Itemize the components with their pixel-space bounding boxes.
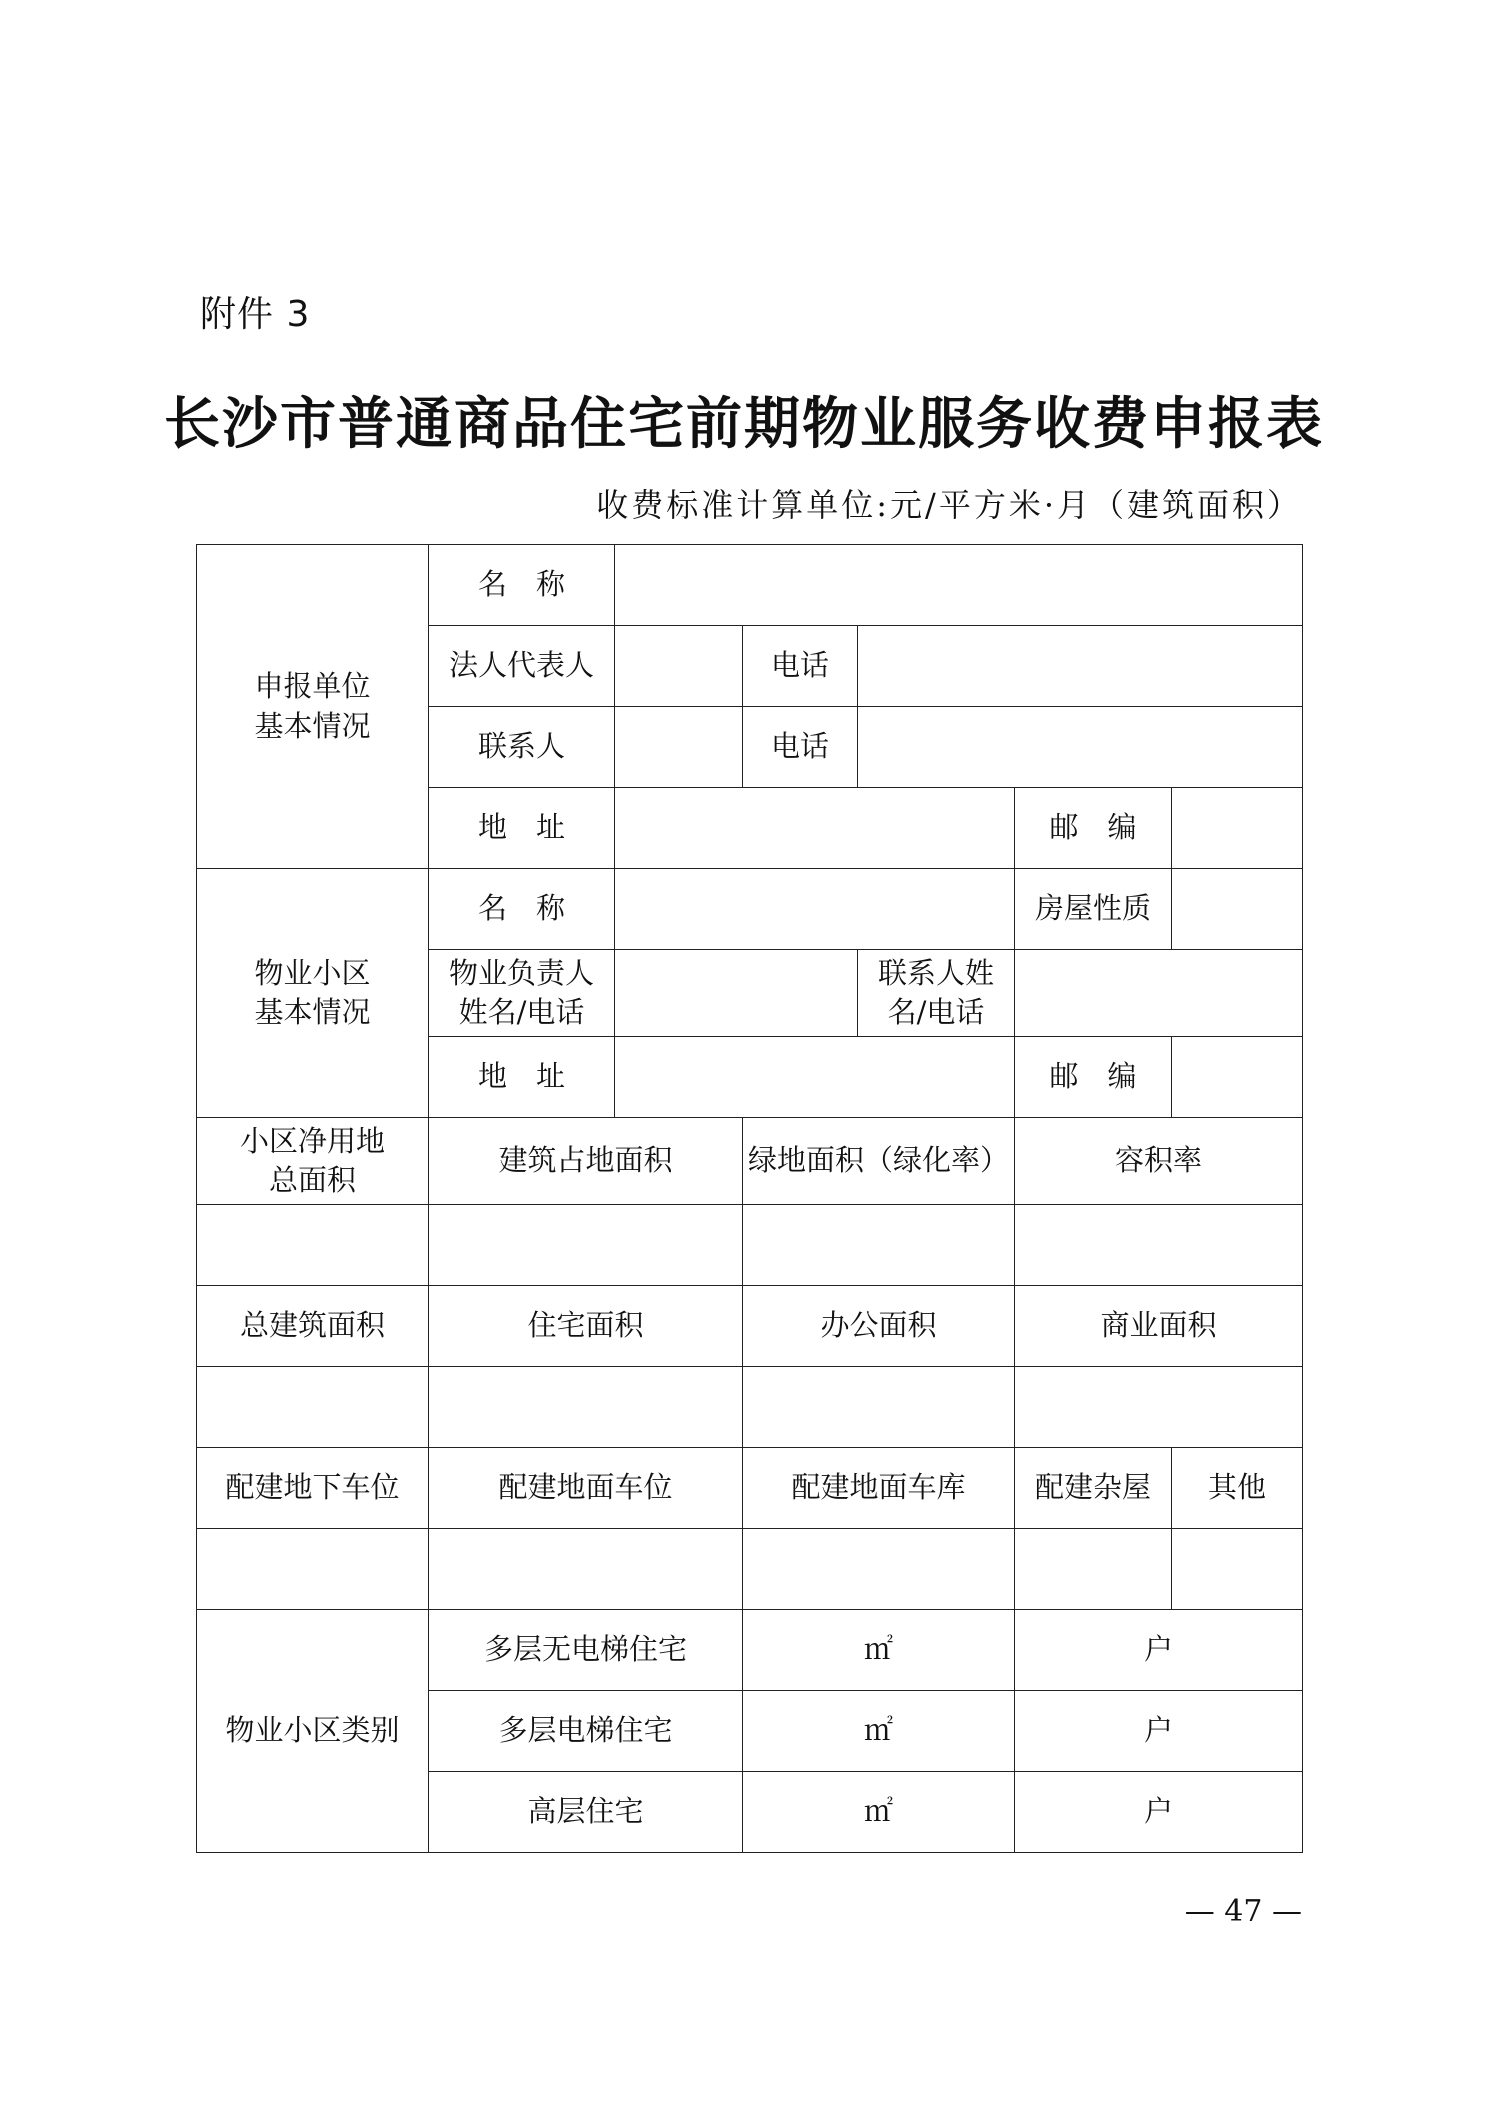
document-title: 长沙市普通商品住宅前期物业服务收费申报表 — [164, 391, 1324, 457]
commercial-area-field[interactable] — [1015, 1367, 1303, 1448]
building-value-row — [197, 1367, 1303, 1448]
property-row-name — [197, 869, 1303, 950]
category-row — [197, 1610, 1303, 1691]
other-facility-label: 其他 — [1172, 1448, 1303, 1529]
land-value-row — [197, 1205, 1303, 1286]
applicant-address-label: 地 址 — [429, 788, 615, 869]
net-land-area-field[interactable] — [197, 1205, 429, 1286]
unit-note: 收费标准计算单位:元/平方米·月（建筑面积） — [596, 486, 1302, 524]
property-postcode-label: 邮 编 — [1015, 1037, 1172, 1118]
applicant-address-field[interactable] — [615, 788, 1015, 869]
net-land-area-label-cell — [197, 1118, 429, 1205]
applicant-legal-rep-label: 法人代表人 — [429, 626, 615, 707]
ground-parking-field[interactable] — [429, 1529, 743, 1610]
net-land-area-label-1: 小区净用地 — [239, 1123, 385, 1158]
applicant-contact-phone-label: 电话 — [743, 707, 858, 788]
total-building-area-label: 总建筑面积 — [197, 1286, 429, 1367]
category-household-field[interactable] — [1015, 1772, 1303, 1853]
applicant-group-label-1: 申报单位 — [254, 669, 371, 704]
property-group-label-2: 基本情况 — [254, 995, 371, 1029]
parking-value-row — [197, 1529, 1303, 1610]
applicant-contact-label: 联系人 — [429, 707, 615, 788]
property-name-label: 名 称 — [429, 869, 615, 950]
property-contact-label-1: 联系人姓 — [877, 955, 994, 990]
category-area-field[interactable] — [743, 1610, 1015, 1691]
storage-room-field[interactable] — [1015, 1529, 1172, 1610]
ground-parking-label: 配建地面车位 — [429, 1448, 743, 1529]
applicant-name-field[interactable] — [615, 545, 1303, 626]
property-manager-label-2: 姓名/电话 — [458, 995, 585, 1029]
household-unit: 户 — [1144, 1713, 1174, 1748]
ground-garage-field[interactable] — [743, 1529, 1015, 1610]
property-manager-label-cell — [429, 950, 615, 1037]
net-land-area-label-2: 总面积 — [268, 1163, 356, 1197]
applicant-group-cell — [197, 545, 429, 869]
category-area-field[interactable] — [743, 1772, 1015, 1853]
applicant-postcode-label: 邮 编 — [1015, 788, 1172, 869]
underground-parking-label: 配建地下车位 — [197, 1448, 429, 1529]
attachment-label: 附件 3 — [200, 294, 311, 335]
category-label: 物业小区类别 — [197, 1610, 429, 1853]
category-household-field[interactable] — [1015, 1691, 1303, 1772]
area-unit: ㎡ — [863, 1632, 893, 1667]
residential-area-field[interactable] — [429, 1367, 743, 1448]
property-manager-label-1: 物业负责人 — [448, 955, 594, 990]
property-group-label-1: 物业小区 — [254, 955, 371, 990]
underground-parking-field[interactable] — [197, 1529, 429, 1610]
applicant-contact-phone-field[interactable] — [858, 707, 1303, 788]
property-address-field[interactable] — [615, 1037, 1015, 1118]
applicant-group-label-2: 基本情况 — [254, 708, 371, 743]
applicant-postcode-field[interactable] — [1172, 788, 1303, 869]
property-group-cell — [197, 869, 429, 1118]
household-unit: 户 — [1144, 1632, 1174, 1667]
building-footprint-field[interactable] — [429, 1205, 743, 1286]
plot-ratio-field[interactable] — [1015, 1205, 1303, 1286]
page-number: — 47 — — [1184, 1894, 1302, 1929]
declaration-form-table — [196, 544, 1303, 1853]
applicant-name-label: 名 称 — [429, 545, 615, 626]
applicant-row-name — [197, 545, 1303, 626]
residential-area-label: 住宅面积 — [429, 1286, 743, 1367]
property-name-field[interactable] — [615, 869, 1015, 950]
green-area-label: 绿地面积（绿化率） — [743, 1118, 1015, 1205]
category-name: 多层无电梯住宅 — [429, 1610, 743, 1691]
category-household-field[interactable] — [1015, 1610, 1303, 1691]
parking-header-row — [197, 1448, 1303, 1529]
property-house-nature-label: 房屋性质 — [1015, 869, 1172, 950]
household-unit: 户 — [1144, 1794, 1174, 1829]
category-name: 高层住宅 — [429, 1772, 743, 1853]
applicant-legal-rep-field[interactable] — [615, 626, 743, 707]
plot-ratio-label: 容积率 — [1015, 1118, 1303, 1205]
area-unit: ㎡ — [863, 1713, 893, 1748]
commercial-area-label: 商业面积 — [1015, 1286, 1303, 1367]
property-manager-field[interactable] — [615, 950, 858, 1037]
storage-room-label: 配建杂屋 — [1015, 1448, 1172, 1529]
category-area-field[interactable] — [743, 1691, 1015, 1772]
category-name: 多层电梯住宅 — [429, 1691, 743, 1772]
area-unit: ㎡ — [863, 1794, 893, 1829]
property-house-nature-field[interactable] — [1172, 869, 1303, 950]
total-building-area-field[interactable] — [197, 1367, 429, 1448]
ground-garage-label: 配建地面车库 — [743, 1448, 1015, 1529]
applicant-phone-label: 电话 — [743, 626, 858, 707]
building-footprint-label: 建筑占地面积 — [429, 1118, 743, 1205]
property-contact-label-cell — [858, 950, 1015, 1037]
property-address-label: 地 址 — [429, 1037, 615, 1118]
property-contact-field[interactable] — [1015, 950, 1303, 1037]
green-area-field[interactable] — [743, 1205, 1015, 1286]
office-area-field[interactable] — [743, 1367, 1015, 1448]
building-header-row — [197, 1286, 1303, 1367]
office-area-label: 办公面积 — [743, 1286, 1015, 1367]
applicant-contact-field[interactable] — [615, 707, 743, 788]
property-contact-label-2: 名/电话 — [887, 995, 985, 1029]
other-facility-field[interactable] — [1172, 1529, 1303, 1610]
applicant-phone-field[interactable] — [858, 626, 1303, 707]
property-postcode-field[interactable] — [1172, 1037, 1303, 1118]
land-header-row — [197, 1118, 1303, 1205]
